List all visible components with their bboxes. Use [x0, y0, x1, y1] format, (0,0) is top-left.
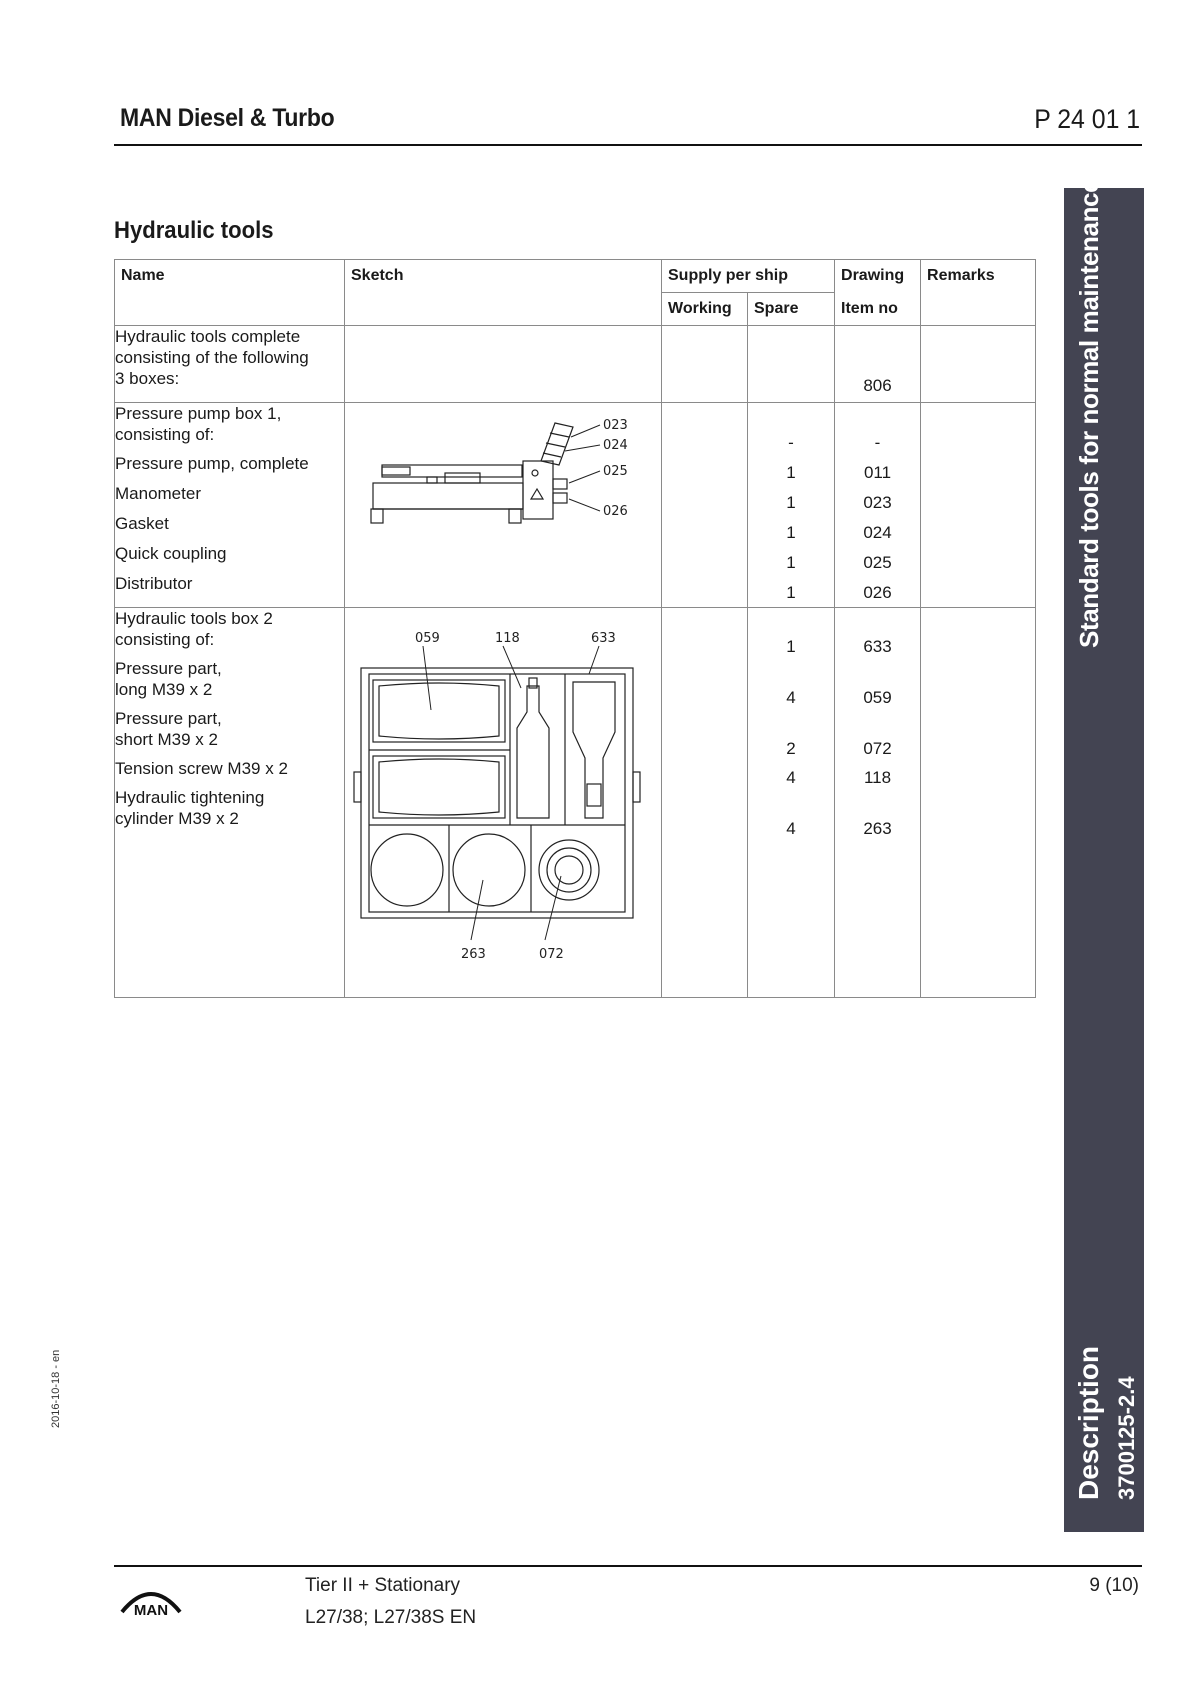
- table-row: [115, 403, 1036, 608]
- name-text: Hydraulic tools box 2: [115, 609, 273, 628]
- spare-value: 2: [786, 739, 796, 758]
- pump-foot: [509, 509, 521, 523]
- group1-name: [115, 403, 345, 608]
- sketch-label: 025: [603, 464, 628, 479]
- item-number: 059: [863, 688, 892, 707]
- col-header-remarks: Remarks: [921, 260, 1036, 326]
- handle-grip: [382, 467, 410, 475]
- sidebar-doc-number: 3700125-2.4: [1114, 1376, 1139, 1500]
- item-number: 023: [863, 493, 892, 512]
- footer-engine-models: L27/38; L27/38S EN: [305, 1607, 477, 1628]
- item-number: 011: [863, 463, 892, 482]
- quick-coupling: [553, 479, 567, 489]
- remarks-cell: [921, 608, 1036, 998]
- item-cell: [835, 403, 921, 608]
- item-number: 025: [863, 553, 892, 572]
- working-cell: [662, 608, 748, 998]
- sketch-label: 059: [415, 631, 440, 646]
- spare-value: 1: [786, 493, 796, 512]
- item-number: 806: [863, 376, 892, 395]
- spare-cell: [748, 403, 835, 608]
- leader-line: [423, 646, 431, 710]
- leader-line: [565, 445, 600, 451]
- name-text: consisting of:: [115, 630, 215, 649]
- item-cell: [835, 608, 921, 998]
- footer-engine-tier: Tier II + Stationary: [305, 1575, 461, 1596]
- sidebar-category: Standard tools for normal maintenance: [1074, 178, 1104, 648]
- working-cell: [662, 403, 748, 608]
- group2-name: [115, 608, 345, 998]
- footer-divider: [114, 1565, 1142, 1567]
- leader-line: [569, 471, 600, 483]
- spare-value: 1: [786, 553, 796, 572]
- pump-foot: [371, 509, 383, 523]
- item-number: -: [874, 433, 881, 452]
- item-number: 026: [863, 583, 892, 602]
- hydraulic-cylinder: [573, 682, 615, 818]
- spare-value: 4: [786, 688, 796, 707]
- box-handle: [633, 772, 640, 802]
- leader-line: [569, 499, 600, 511]
- name-text: Manometer: [115, 484, 201, 503]
- spare-value: -: [788, 433, 794, 452]
- name-text: Hydraulic tools complete: [115, 327, 301, 346]
- spare-value: 4: [786, 768, 796, 787]
- name-text: Tension screw M39 x 2: [115, 759, 288, 778]
- spare-value: 1: [786, 583, 796, 602]
- pressure-part-round: [539, 840, 599, 900]
- manometer: [541, 423, 573, 465]
- leader-line: [571, 425, 600, 437]
- warning-triangle: [531, 489, 543, 499]
- remarks-cell: [921, 403, 1036, 608]
- spare-value: 1: [786, 463, 796, 482]
- name-text: Hydraulic tightening: [115, 788, 265, 807]
- col-header-drawing: Drawing: [835, 260, 921, 293]
- tension-screw: [517, 686, 549, 818]
- sketch-label: 026: [603, 504, 628, 519]
- sketch-label: 263: [461, 947, 486, 962]
- header-divider: [114, 144, 1142, 146]
- box-frame: [361, 668, 633, 918]
- box-handle: [354, 772, 361, 802]
- group0-name: [115, 326, 345, 403]
- page-number: 9 (10): [1089, 1575, 1139, 1596]
- name-text: Quick coupling: [115, 544, 227, 563]
- name-text: Gasket: [115, 514, 169, 533]
- leader-line: [503, 646, 521, 688]
- name-text: cylinder M39 x 2: [115, 809, 239, 828]
- item-number: 633: [863, 637, 892, 656]
- pressure-part-short: [373, 756, 505, 818]
- sketch-label: 633: [591, 631, 616, 646]
- company-name: MAN Diesel & Turbo: [120, 104, 335, 132]
- pressure-pump-drawing: [345, 403, 662, 607]
- pump-sketch-cell: [345, 403, 662, 608]
- box2-sketch-cell: [345, 608, 662, 998]
- pressure-part-long: [373, 680, 505, 742]
- col-header-working: Working: [662, 293, 748, 326]
- item-number: 118: [863, 768, 892, 787]
- cylinder-round: [371, 834, 443, 906]
- name-text: 3 boxes:: [115, 369, 180, 388]
- name-text: long M39 x 2: [115, 680, 213, 699]
- table-row: [115, 608, 1036, 998]
- name-text: Pressure part,: [115, 709, 222, 728]
- leader-line: [471, 880, 483, 940]
- sidebar-tab: [1064, 178, 1144, 1532]
- section-title: Hydraulic tools: [114, 217, 274, 244]
- sidebar-doc-type: Description: [1073, 1345, 1104, 1500]
- name-text: consisting of:: [115, 425, 215, 444]
- item-number: 024: [863, 523, 892, 542]
- col-header-sketch: Sketch: [345, 260, 662, 326]
- logo-text: MAN: [133, 1602, 169, 1618]
- col-header-supply: Supply per ship: [662, 260, 835, 293]
- sketch-label: 023: [603, 418, 628, 433]
- document-code: P 24 01 1: [1034, 104, 1140, 134]
- spare-value: 1: [786, 637, 796, 656]
- distributor: [553, 493, 567, 503]
- working-cell: [662, 326, 748, 403]
- spare-cell: [748, 608, 835, 998]
- remarks-cell: [921, 326, 1036, 403]
- sketch-label: 024: [603, 438, 628, 453]
- name-text: consisting of the following: [115, 348, 309, 367]
- table-row: [115, 326, 1036, 403]
- cylinder-round: [453, 834, 525, 906]
- sketch-label: 118: [495, 631, 520, 646]
- item-number: 263: [863, 819, 892, 838]
- name-text: Pressure pump, complete: [115, 454, 309, 473]
- spare-value: 4: [786, 819, 796, 838]
- item-cell: [835, 326, 921, 403]
- pump-reservoir: [373, 483, 523, 509]
- col-header-spare: Spare: [748, 293, 835, 326]
- name-text: Pressure part,: [115, 659, 222, 678]
- item-number: 072: [863, 739, 892, 758]
- header-row-1: [115, 260, 1036, 293]
- tool-box-drawing: [345, 608, 662, 997]
- hydraulic-tools-table: [114, 259, 1036, 998]
- col-header-item-no: Item no: [835, 293, 921, 326]
- name-text: short M39 x 2: [115, 730, 218, 749]
- pump-cylinder: [445, 473, 480, 483]
- name-text: Pressure pump box 1,: [115, 404, 282, 423]
- valve-knob: [427, 477, 437, 483]
- spare-cell: [748, 326, 835, 403]
- name-text: Distributor: [115, 574, 193, 593]
- sketch-label: 072: [539, 947, 564, 962]
- leader-line: [589, 646, 599, 674]
- date-code: 2016-10-18 - en: [50, 1349, 62, 1428]
- man-logo: [118, 1582, 184, 1618]
- spare-value: 1: [786, 523, 796, 542]
- sketch-cell: [345, 326, 662, 403]
- col-header-name: Name: [115, 260, 345, 326]
